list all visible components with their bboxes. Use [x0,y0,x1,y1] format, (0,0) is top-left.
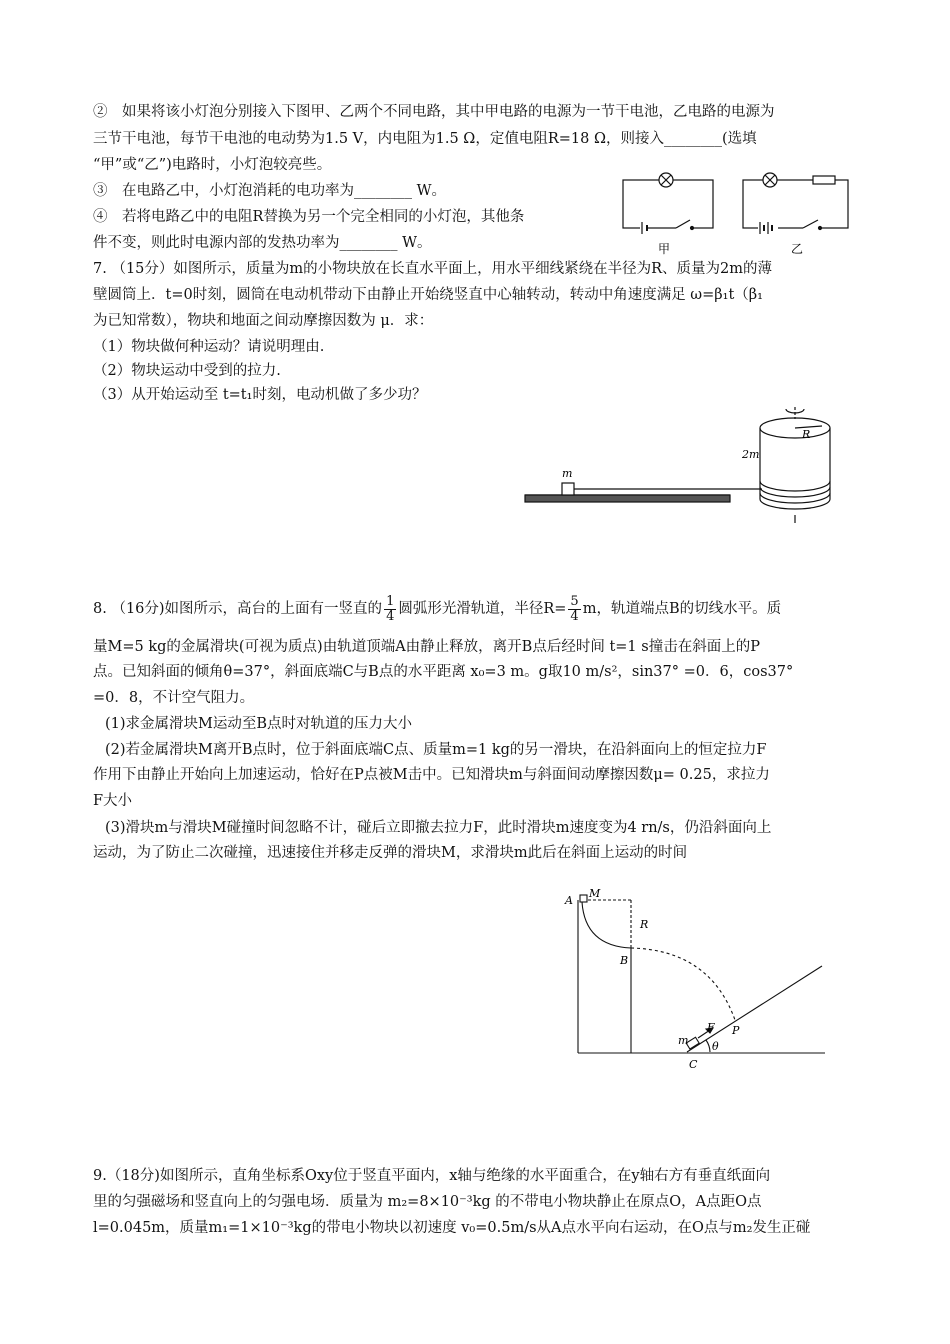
q8-line-2: 量M=5 kg的金属滑块(可视为质点)由轨道顶端A由静止释放，离开B点后经时间 t=1 s撞击在斜面上的P [93,639,760,655]
fraction-radius-den: 4 [570,608,579,624]
label-theta: θ [712,1040,719,1053]
track-incline-figure [560,880,830,1075]
q7-line-4: （1）物块做何种运动？请说明理由. [93,339,325,355]
cylinder-figure [520,395,850,530]
label-B: B [620,954,629,967]
label-m: m [562,467,573,480]
fraction-radius [568,595,580,624]
circuit-yi [743,173,848,234]
q8-line-8: F大小 [93,793,133,809]
label-m: m [678,1034,689,1047]
q9-line-2: 里的匀强磁场和竖直向上的匀强电场．质量为 m₂=8×10⁻³kg 的不带电小物块静止在原点O，A点距O点 [93,1194,762,1210]
q6-line-2: 三节干电池，每节干电池的电动势为1.5 V，内电阻为1.5 Ω，定值电阻R=18 Ω，则接入________(选填 [93,131,757,147]
q7-line-2: 壁圆筒上．t=0时刻，圆筒在电动机带动下由静止开始绕竖直中心轴转动，转动中角速度满足 ω=β₁t（β₁ [93,287,763,303]
fraction-radius-num: 5 [570,593,579,609]
label-P: P [732,1024,740,1037]
q8-line-4: =0．8，不计空气阻力。 [93,690,255,706]
label-F: F [707,1021,715,1034]
q7-line-1: 7. （15分）如图所示，质量为m的小物块放在长直水平面上，用水平细线紧绕在半径为R、质量为2m的薄 [93,261,773,277]
q6-line-6: 件不变，则此时电源内部的发热功率为________ W。 [93,235,432,251]
label-2m: 2m [742,448,760,461]
label-yi: 乙 [791,242,804,255]
q8-line-5: (1)求金属滑块M运动至B点时对轨道的压力大小 [105,716,413,732]
q8-line-10: 运动，为了防止二次碰撞，迅速接住并移走反弹的滑块M，求滑块m此后在斜面上运动的时间 [93,845,688,861]
fraction-quarter-den: 4 [386,608,395,624]
label-jia: 甲 [658,242,671,255]
label-M: M [589,887,601,900]
q8-line-1c: m，轨道端点B的切线水平。质 [582,601,782,617]
q8-line-1 [93,594,781,624]
label-A: A [565,894,573,907]
q8-line-6: (2)若金属滑块M离开B点时，位于斜面底端C点、质量m=1 kg的另一滑块，在沿斜面向上的恒定拉力F [105,742,767,758]
q6-line-5: ④ 若将电路乙中的电阻R替换为另一个完全相同的小灯泡，其他条 [93,209,525,225]
label-R: R [802,428,811,441]
q8-line-3: 点。已知斜面的倾角θ=37°，斜面底端C与B点的水平距离 x₀=3 m。g取10 m/s²，sin37° =0．6，cos37° [93,664,794,680]
q8-line-1a: 8. （16分)如图所示，高台的上面有一竖直的 [93,601,383,617]
q9-line-3: l=0.045m，质量m₁=1×10⁻³kg的带电小物块以初速度 v₀=0.5m/s从A点水平向右运动，在O点与m₂发生正碰 [93,1220,811,1236]
q6-line-1: ② 如果将该小灯泡分别接入下图甲、乙两个不同电路，其中甲电路的电源为一节干电池，乙电路的电源为 [93,104,775,120]
q7-line-6: （3）从开始运动至 t=t₁时刻，电动机做了多少功？ [93,387,427,403]
q6-line-4: ③ 在电路乙中，小灯泡消耗的电功率为________ W。 [93,183,447,199]
fraction-quarter-num: 1 [386,593,395,609]
q8-line-9: (3)滑块m与滑块M碰撞时间忽略不计，碰后立即撤去拉力F，此时滑块m速度变为4 rn/s，仍沿斜面向上 [105,820,772,836]
q8-line-7: 作用下由静止开始向上加速运动，恰好在P点被M击中。已知滑块m与斜面间动摩擦因数μ= 0.25，求拉力 [93,767,770,783]
q6-line-3: “甲”或“乙”)电路时，小灯泡较亮些。 [93,157,332,173]
q9-line-1: 9.（18分)如图所示，直角坐标系Oxy位于竖直平面内，x轴与绝缘的水平面重合，在y轴右方有垂直纸面向 [93,1168,771,1184]
q7-line-3: 为已知常数），物块和地面之间动摩擦因数为 μ．求： [93,313,434,329]
label-R: R [640,918,649,931]
label-C: C [689,1058,698,1071]
q7-line-5: （2）物块运动中受到的拉力. [93,363,281,379]
circuit-jia [623,173,713,235]
circuit-diagrams [618,165,858,255]
q8-line-1b: 圆弧形光滑轨道，半径R= [398,601,567,617]
fraction-quarter [384,595,396,624]
